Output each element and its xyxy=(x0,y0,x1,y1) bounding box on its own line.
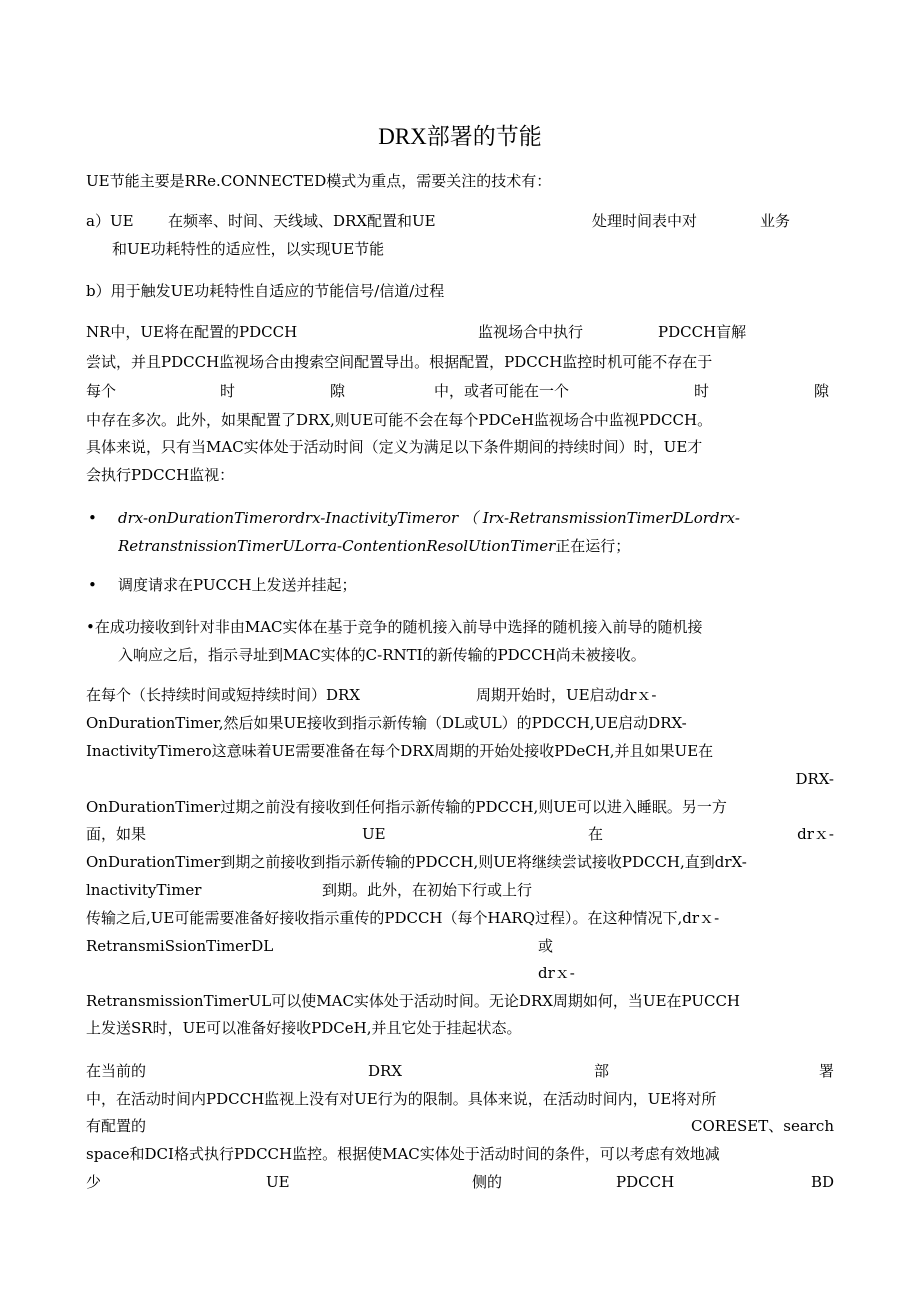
p2-text: 在 xyxy=(588,825,604,843)
p3-text: 侧的 xyxy=(472,1173,503,1191)
p1-line-3 xyxy=(86,381,834,401)
p3-text: 部 xyxy=(594,1062,610,1080)
p2-text: 到期。此外，在初始下行或上行 xyxy=(322,881,533,899)
p1-line-6: 会执行PDCCH监视： xyxy=(86,466,235,484)
p1-text: PDCCH盲解 xyxy=(658,323,747,341)
p2-line-2: OnDurationTimer,然后如果UE接收到指示新传输（DL或UL）的PDCCH,UE启动DRX- xyxy=(86,714,687,732)
p3-text: CORESET、search xyxy=(691,1117,834,1135)
p2-line-11: drｘ- xyxy=(538,964,575,982)
p2-text: 周期开始时，UE启动drｘ- xyxy=(476,686,657,704)
item-a-text: a）UE xyxy=(86,212,134,230)
p2-text: 在每个（长持续时间或短持续时间）DRX xyxy=(86,686,361,704)
p2-line-3: InactivityTimero这意味着UE需要准备在每个DRX周期的开始处接收PDeCH,并且如果UE在 xyxy=(86,742,714,760)
p1-text: 每个 xyxy=(86,382,117,400)
p1-line-4: 中存在多次。此外，如果配置了DRX,则UE可能不会在每个PDCeH监视场合中监视PDCCH。 xyxy=(86,411,713,429)
p3-text: 有配置的 xyxy=(86,1117,147,1135)
p2-text: 面，如果 xyxy=(86,825,147,843)
p2-line-1 xyxy=(86,685,834,705)
p1-text: 监视场合中执行 xyxy=(478,323,584,341)
p3-text: PDCCH xyxy=(616,1173,675,1191)
p3-text: 署 xyxy=(818,1062,834,1080)
p1-text: 中，或者可能在一个 xyxy=(434,382,570,400)
p3-text: BD xyxy=(810,1173,834,1191)
item-a-line-2: 和UE功耗特性的适应性，以实现UE节能 xyxy=(112,240,385,258)
bullet-1-timer-name: RetranstnissionTimerULorra-ContentionResolUtionTimer xyxy=(118,537,556,555)
p2-line-10 xyxy=(86,936,834,956)
bullet-3-line-1: •在成功接收到针对非由MAC实体在基于竞争的随机接入前导中选择的随机接入前导的随机接 xyxy=(86,618,703,636)
p2-line-4: DRX- xyxy=(795,770,834,788)
bullet-2-text: 调度请求在PUCCH上发送并挂起； xyxy=(118,576,357,594)
p1-line-1 xyxy=(86,322,834,342)
p1-line-5: 具体来说，只有当MAC实体处于活动时间（定义为满足以下条件期间的持续时间）时，UE才 xyxy=(86,438,703,456)
p3-line-1 xyxy=(86,1061,834,1081)
p3-text: 在当前的 xyxy=(86,1062,147,1080)
p1-text: 时 xyxy=(694,382,710,400)
p2-line-6 xyxy=(86,824,834,844)
p3-line-2: 中，在活动时间内PDCCH监视上没有对UE行为的限制。具体来说，在活动时间内，UE将对所 xyxy=(86,1090,717,1108)
p3-text: 少 xyxy=(86,1173,102,1191)
item-a-text: 在频率、时间、天线域、DRX配置和UE xyxy=(168,212,436,230)
p2-line-9: 传输之后,UE可能需要准备好接收指示重传的PDCCH（每个HARQ过程）。在这种情况下,drｘ- xyxy=(86,909,720,927)
bullet-1-line-1: drx-onDurationTimerordrx-InactivityTimeror （ Irx-RetransmissionTimerDLordrx- xyxy=(118,509,740,527)
p2-text: 或 xyxy=(538,937,554,955)
p2-text: lnactivityTimer xyxy=(86,881,202,899)
intro-paragraph: UE节能主要是RRe.CONNECTED模式为重点，需要关注的技术有： xyxy=(86,172,552,190)
p1-line-2: 尝试，并且PDCCH监视场合由搜索空间配置导出。根据配置，PDCCH监控时机可能不存在于 xyxy=(86,353,713,371)
bullet-1-mark: • xyxy=(88,509,97,527)
p1-text: 隙 xyxy=(814,382,830,400)
p2-line-13: 上发送SR时，UE可以准备好接收PDCeH,并且它处于挂起状态。 xyxy=(86,1019,522,1037)
page-title: DRX部署的节能 xyxy=(378,124,542,149)
p3-line-3 xyxy=(86,1116,834,1136)
p3-line-4: space和DCI格式执行PDCCH监控。根据使MAC实体处于活动时间的条件，可以考虑有效地减 xyxy=(86,1145,720,1163)
item-a-text: 业务 xyxy=(760,212,791,230)
p2-line-8 xyxy=(86,880,834,900)
p1-text: 时 xyxy=(220,382,236,400)
bullet-1-tail: 正在运行； xyxy=(555,537,631,555)
p2-text: drｘ- xyxy=(797,825,834,843)
p3-text: UE xyxy=(266,1173,290,1191)
p2-text: UE xyxy=(362,825,386,843)
bullet-2-mark: • xyxy=(88,576,97,594)
p1-text: NR中，UE将在配置的PDCCH xyxy=(86,323,298,341)
item-a-line-1 xyxy=(86,211,834,231)
bullet-3-line-2: 入响应之后，指示寻址到MAC实体的C-RNTI的新传输的PDCCH尚未被接收。 xyxy=(118,646,646,664)
p2-line-7: OnDurationTimer到期之前接收到指示新传输的PDCCH,则UE将继续尝试接收PDCCH,直到drX- xyxy=(86,853,747,871)
p3-text: DRX xyxy=(368,1062,402,1080)
bullet-1-line-2 xyxy=(118,536,834,556)
p2-line-12: RetransmissionTimerUL可以使MAC实体处于活动时间。无论DRX周期如何，当UE在PUCCH xyxy=(86,992,741,1010)
p2-text: RetransmiSsionTimerDL xyxy=(86,937,274,955)
p3-line-5 xyxy=(86,1172,834,1192)
p1-text: 隙 xyxy=(330,382,346,400)
item-a-text: 处理时间表中对 xyxy=(592,212,698,230)
p2-line-5: OnDurationTimer过期之前没有接收到任何指示新传输的PDCCH,则UE可以进入睡眠。另一方 xyxy=(86,798,727,816)
item-b: b）用于触发UE功耗特性自适应的节能信号/信道/过程 xyxy=(86,282,445,300)
